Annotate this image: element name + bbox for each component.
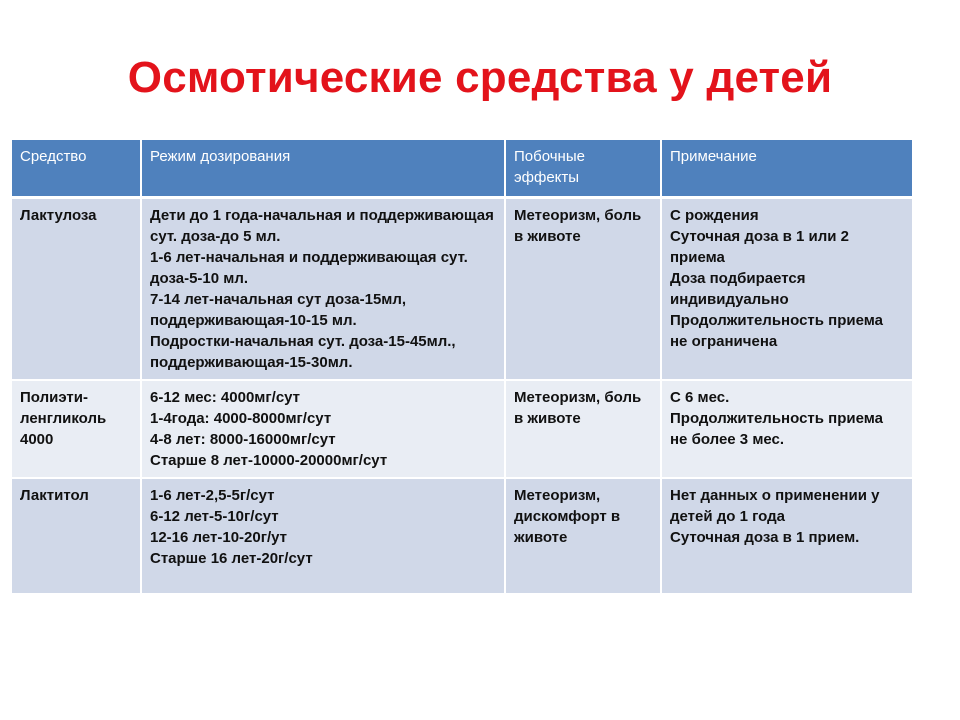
note-line: Нет данных о применении у детей до 1 года xyxy=(670,487,884,525)
dosing-line: Старше 8 лет-10000-20000мг/сут xyxy=(150,452,388,469)
header-cell-notes: Примечание xyxy=(661,140,912,198)
header-cell-side-effects: Побочные эффекты xyxy=(505,140,661,198)
table-row xyxy=(12,478,912,594)
dosing-line: 7-14 лет-начальная сут доза-15мл, поддерживающая-10-15 мл. xyxy=(150,291,411,329)
cell-notes xyxy=(661,380,912,478)
cell-notes xyxy=(661,478,912,594)
dosing-line: 1-6 лет-начальная и поддерживающая сут. доза-5-10 мл. xyxy=(150,249,472,287)
dosing-line: Дети до 1 года-начальная и поддерживающая сут. доза-до 5 мл. xyxy=(150,207,499,245)
header-cell-drug: Средство xyxy=(12,140,141,198)
cell-side-effects: Метеоризм, боль в животе xyxy=(505,380,661,478)
note-line: Доза подбирается индивидуально xyxy=(670,270,810,308)
cell-notes xyxy=(661,198,912,381)
table-row xyxy=(12,198,912,381)
dosing-line: 4-8 лет: 8000-16000мг/сут xyxy=(150,431,336,448)
cell-dosing xyxy=(141,380,505,478)
note-line: Суточная доза в 1 прием. xyxy=(670,529,860,546)
note-line: С 6 мес. xyxy=(670,389,730,406)
cell-side-effects: Метеоризм, дискомфорт в животе xyxy=(505,478,661,594)
note-line: Продолжительность приема не более 3 мес. xyxy=(670,410,888,448)
cell-drug: Лактитол xyxy=(12,478,141,594)
header-cell-dosing: Режим дозирования xyxy=(141,140,505,198)
cell-dosing xyxy=(141,478,505,594)
cell-side-effects: Метеоризм, боль в животе xyxy=(505,198,661,381)
note-line: Продолжительность приема не ограничена xyxy=(670,312,888,350)
drug-table xyxy=(12,140,912,595)
cell-drug: Лактулоза xyxy=(12,198,141,381)
dosing-line: 6-12 лет-5-10г/сут xyxy=(150,508,279,525)
dosing-line: 1-6 лет-2,5-5г/сут xyxy=(150,487,275,504)
cell-dosing xyxy=(141,198,505,381)
note-line: С рождения xyxy=(670,207,759,224)
dosing-line: Подростки-начальная сут. доза-15-45мл., поддерживающая-15-30мл. xyxy=(150,333,460,371)
dosing-line: 1-4года: 4000-8000мг/сут xyxy=(150,410,332,427)
note-line: Суточная доза в 1 или 2 приема xyxy=(670,228,854,266)
cell-drug: Полиэти-ленгликоль 4000 xyxy=(12,380,141,478)
dosing-line: 12-16 лет-10-20г/ут xyxy=(150,529,287,546)
slide-title: Осмотические средства у детей xyxy=(127,53,833,102)
dosing-line: 6-12 мес: 4000мг/сут xyxy=(150,389,301,406)
dosing-line: Старше 16 лет-20г/сут xyxy=(150,550,313,567)
table-row xyxy=(12,380,912,478)
table-header-row xyxy=(12,140,912,198)
